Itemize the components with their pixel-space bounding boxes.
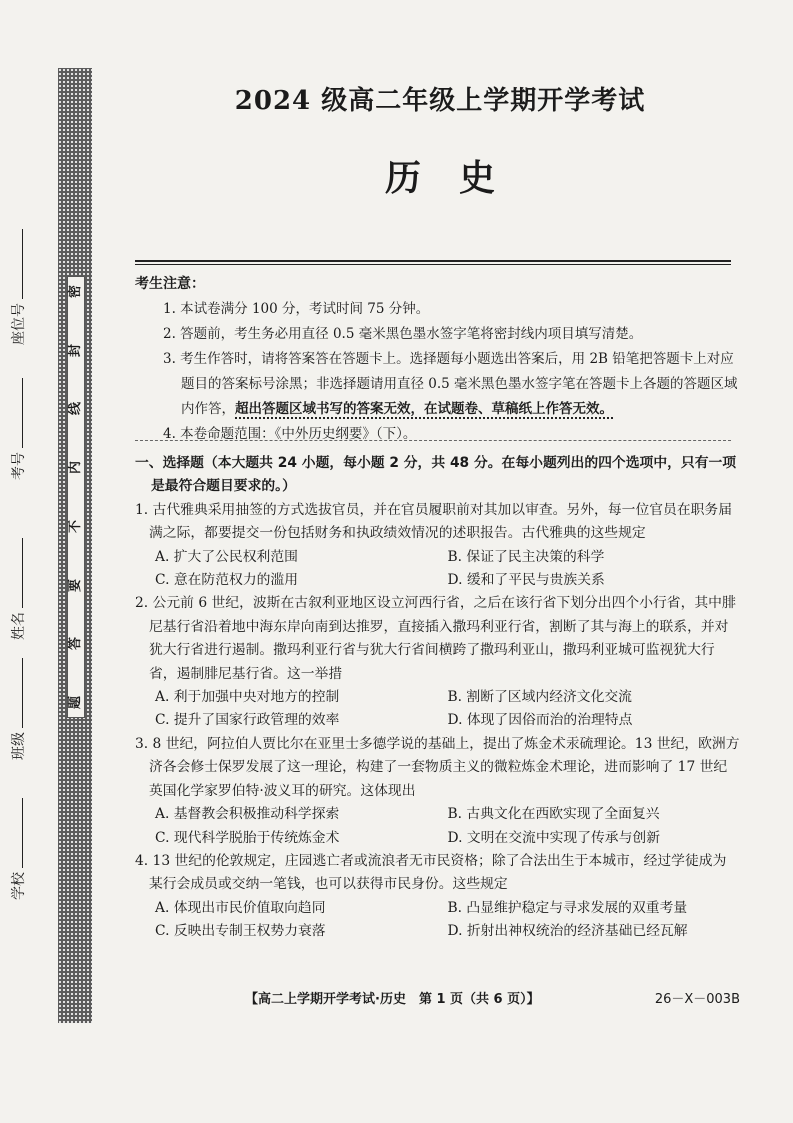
option-b: B. 凸显维护稳定与寻求发展的双重考量 [447, 899, 688, 916]
seal-char: 题 [68, 695, 84, 709]
notice-item: 3. 考生作答时，请将答案答在答题卡上。选择题每小题选出答案后，用 2B 铅笔把答题卡上对应题目的答案标号涂黑；非选择题请用直径 0.5 毫米黑色墨水签字笔在答题卡上各题的答题区域内作答，超出答题区域书写的答案无效，在试题卷、草稿纸上作答无效。 [163, 351, 738, 417]
option-d: D. 缓和了平民与贵族关系 [447, 572, 605, 589]
notice-title: 考生注意： [135, 276, 205, 292]
option-b: B. 保证了民主决策的科学 [447, 548, 605, 565]
option-d: D. 体现了因俗而治的治理特点 [447, 712, 633, 729]
seal-line-box [67, 276, 85, 718]
option-c: C. 现代科学脱胎于传统炼金术 [155, 829, 340, 846]
divider [135, 440, 731, 441]
option-a: A. 利于加强中央对地方的控制 [155, 689, 340, 706]
exam-notice [135, 272, 740, 447]
seal-char: 答 [68, 637, 84, 651]
option-a: A. 体现出市民价值取向趋同 [155, 899, 326, 916]
question-stem: 2. 公元前 6 世纪，波斯在古叙利亚地区设立河西行省，之后在该行省下划分出四个小行省，其中腓尼基行省沿着地中海东岸向南到达推罗，直接插入撒玛利亚行省，割断了其与海上的联系，并对犹大行省进行遏制。撒玛利亚行省与犹大行省间横跨了撒玛利亚山，撒玛利亚城可监视犹大行省，遏制腓尼基行省。这一举措 [135, 595, 736, 682]
section-heading: 一、选择题（本大题共 24 小题，每小题 2 分，共 48 分。在每小题列出的四个选项中，只有一项是最符合题目要求的。） [135, 455, 737, 495]
question-stem: 4. 13 世纪的伦敦规定，庄园逃亡者或流浪者无市民资格；除了合法出生于本城市，经过学徒成为某行会成员或交纳一笔钱，也可以获得市民身份。这些规定 [135, 852, 727, 893]
notice-item: 1. 本试卷满分 100 分，考试时间 75 分钟。 [163, 301, 430, 317]
question-stem: 1. 古代雅典采用抽签的方式选拔官员，并在官员履职前对其加以审查。另外，每一位官员在职务届满之际，都要提交一份包括财务和执政绩效情况的述职报告。古代雅典的这些规定 [135, 501, 733, 542]
option-b: B. 古典文化在西欧实现了全面复兴 [447, 806, 660, 823]
question-area [135, 452, 740, 944]
name-field[interactable]: 姓名 [8, 538, 28, 640]
option-list [135, 686, 740, 733]
divider [135, 260, 731, 262]
notice-item: 2. 答题前，考生务必用直径 0.5 毫米黑色墨水签字笔将密封线内项目填写清楚。 [163, 326, 643, 342]
footer-code: 26－X－003B [654, 992, 740, 1007]
divider [135, 264, 731, 265]
notice-item: 4. 本卷命题范围：《中外历史纲要》（下）。 [163, 426, 417, 442]
option-a: A. 扩大了公民权利范围 [155, 548, 298, 565]
seal-char: 封 [68, 343, 84, 357]
option-a: A. 基督教会积极推动科学探索 [155, 806, 340, 823]
school-field[interactable]: 学校 [8, 798, 28, 900]
option-b: B. 割断了区域内经济文化交流 [447, 689, 632, 706]
seal-char: 密 [68, 284, 84, 299]
seal-char: 不 [68, 519, 84, 533]
notice-emphasis: 超出答题区域书写的答案无效，在试题卷、草稿纸上作答无效。 [235, 401, 613, 417]
option-d: D. 折射出神权统治的经济基础已经瓦解 [447, 923, 688, 940]
class-field[interactable]: 班级 [8, 658, 28, 760]
footer-page-info: 【高二上学期开学考试·历史 第 1 页（共 6 页）】 [245, 992, 540, 1007]
seal-char: 要 [68, 578, 84, 592]
question-stem: 3. 8 世纪，阿拉伯人贾比尔在亚里士多德学说的基础上，提出了炼金术汞硫理论。13 世纪，欧洲方济各会修士保罗发展了这一理论，构建了一套物质主义的微粒炼金术理论，进而影响了 17 世纪英国化学家罗伯特·波义耳的研究。这体现出 [135, 735, 740, 799]
option-list [135, 897, 740, 944]
seat-number-field[interactable]: 座位号 [8, 229, 28, 345]
exam-number-field[interactable]: 考号 [8, 378, 28, 480]
subject-title: 历史 [384, 157, 533, 199]
seal-char: 线 [68, 402, 84, 416]
option-list [135, 803, 740, 850]
option-list [135, 546, 740, 593]
exam-title: 2024 级高二年级上学期开学考试 [234, 86, 646, 116]
option-c: C. 反映出专制王权势力衰落 [155, 923, 326, 940]
option-d: D. 文明在交流中实现了传承与创新 [447, 829, 660, 846]
option-c: C. 提升了国家行政管理的效率 [155, 712, 340, 729]
option-c: C. 意在防范权力的滥用 [155, 572, 299, 589]
seal-char: 内 [68, 461, 84, 475]
